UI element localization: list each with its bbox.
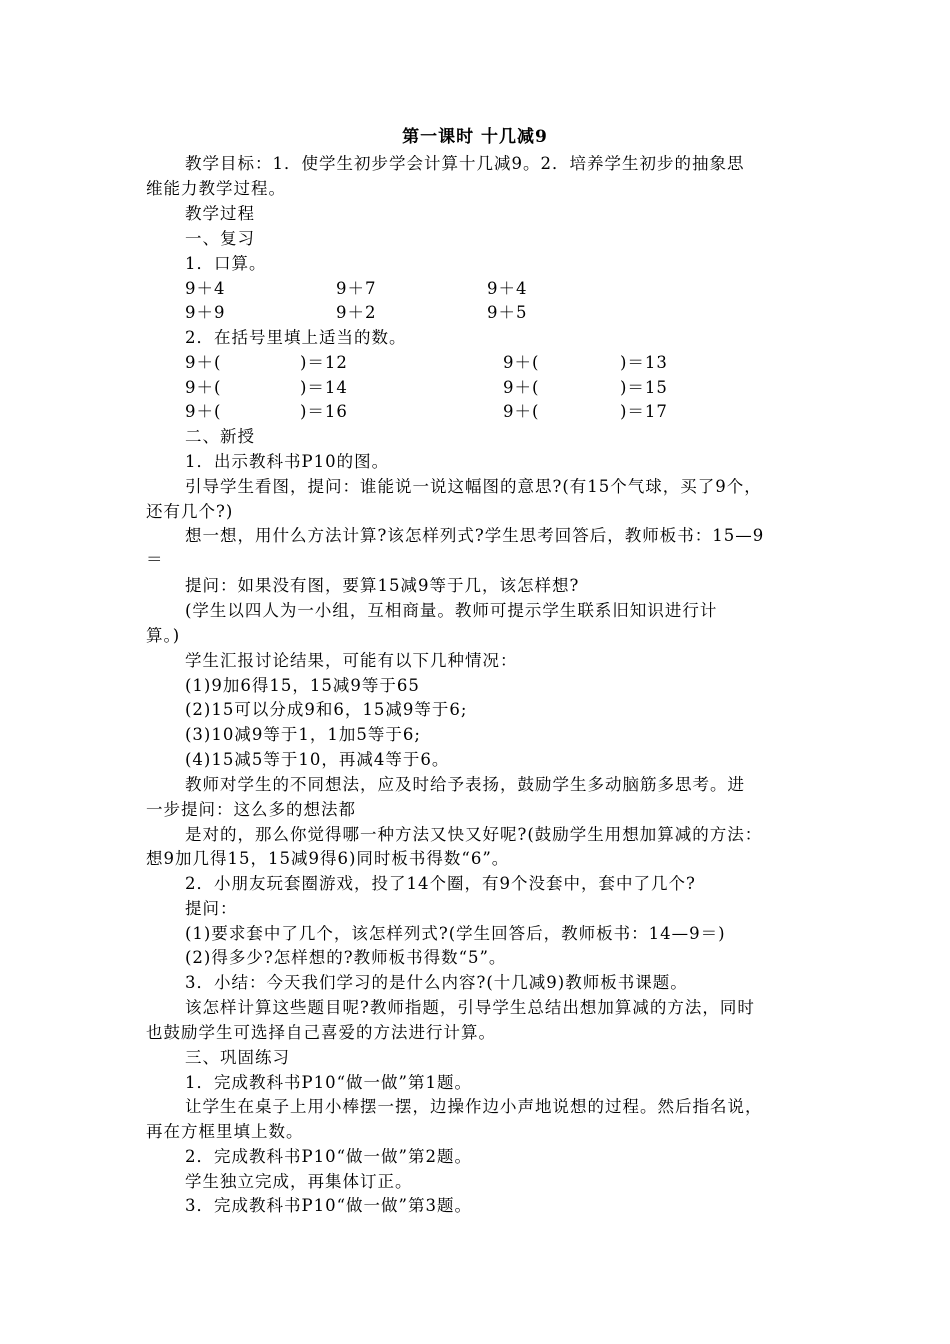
paragraph-line: 教师对学生的不同想法，应及时给予表扬，鼓励学生多动脑筋多思考。进 (185, 775, 745, 794)
oral-calc-item: 9＋2 (336, 303, 377, 322)
paragraph-line: 想一想，用什么方法计算?该怎样列式?学生思考回答后，教师板书：15—9 (185, 526, 765, 545)
paragraph-line: 还有几个?) (146, 502, 234, 521)
oral-calc-item: 9＋4 (185, 279, 226, 298)
fill-blank-post: )＝13 (620, 353, 668, 372)
paragraph-line: 提问：如果没有图，要算15减9等于几，该怎样想? (185, 576, 580, 595)
paragraph-line: 1．完成教科书P10“做一做”第1题。 (185, 1073, 472, 1092)
fill-blank-post: )＝17 (620, 402, 668, 421)
paragraph-line: 2．完成教科书P10“做一做”第2题。 (185, 1147, 472, 1166)
section-heading: 二、新授 (185, 427, 255, 446)
paragraph-line: 算。) (146, 626, 181, 645)
list-item: (4)15减5等于10，再减4等于6。 (185, 750, 450, 769)
section-heading: 教学过程 (185, 204, 255, 223)
paragraph-line: 3．小结：今天我们学习的是什么内容?(十几减9)教师板书课题。 (185, 973, 688, 992)
fill-blank-post: )＝15 (620, 378, 668, 397)
lesson-title: 第一课时 十几减9 (402, 127, 548, 147)
fill-blank-pre: 9＋( (185, 402, 222, 421)
list-item: (2)15可以分成9和6，15减9等于6; (185, 700, 468, 719)
paragraph-line: 再在方框里填上数。 (146, 1122, 304, 1141)
paragraph-line: (学生以四人为一小组，互相商量。教师可提示学生联系旧知识进行计 (185, 601, 718, 620)
fill-blank-post: )＝12 (300, 353, 348, 372)
oral-calc-item: 9＋7 (336, 279, 377, 298)
paragraph-line: 一步提问：这么多的想法都 (146, 800, 356, 819)
paragraph-line: 2．在括号里填上适当的数。 (185, 328, 407, 347)
paragraph-line: 学生独立完成，再集体订正。 (185, 1172, 413, 1191)
fill-blank-post: )＝16 (300, 402, 348, 421)
paragraph-line: 1．口算。 (185, 254, 267, 273)
fill-blank-pre: 9＋( (503, 353, 540, 372)
paragraph-line: 该怎样计算这些题目呢?教师指题，引导学生总结出想加算减的方法，同时 (185, 998, 755, 1017)
paragraph-line: 学生汇报讨论结果，可能有以下几种情况： (185, 651, 518, 670)
paragraph-line: 维能力教学过程。 (146, 179, 286, 198)
fill-blank-pre: 9＋( (503, 378, 540, 397)
paragraph-line: 想9加几得15，15减9得6)同时板书得数“6”。 (146, 849, 510, 868)
paragraph-line: ＝ (146, 550, 164, 569)
paragraph-line: 2．小朋友玩套圈游戏，投了14个圈，有9个没套中，套中了几个? (185, 874, 696, 893)
fill-blank-pre: 9＋( (503, 402, 540, 421)
paragraph-line: 让学生在桌子上用小棒摆一摆，边操作边小声地说想的过程。然后指名说， (185, 1097, 763, 1116)
paragraph-line: 也鼓励学生可选择自己喜爱的方法进行计算。 (146, 1023, 496, 1042)
list-item: (1)要求套中了几个，该怎样列式?(学生回答后，教师板书：14—9＝) (185, 924, 726, 943)
paragraph-line: 教学目标：1．使学生初步学会计算十几减9。2．培养学生初步的抽象思 (185, 154, 745, 173)
paragraph-line: 提问： (185, 899, 238, 918)
fill-blank-pre: 9＋( (185, 378, 222, 397)
paragraph-line: 1．出示教科书P10的图。 (185, 452, 390, 471)
fill-blank-post: )＝14 (300, 378, 348, 397)
list-item: (3)10减9等于1，1加5等于6; (185, 725, 421, 744)
section-heading: 一、复习 (185, 229, 255, 248)
paragraph-line: 引导学生看图，提问：谁能说一说这幅图的意思?(有15个气球，买了9个， (185, 477, 762, 496)
oral-calc-item: 9＋9 (185, 303, 226, 322)
fill-blank-pre: 9＋( (185, 353, 222, 372)
paragraph-line: 是对的，那么你觉得哪一种方法又快又好呢?(鼓励学生用想加算减的方法： (185, 825, 763, 844)
list-item: (2)得多少?怎样想的?教师板书得数“5”。 (185, 948, 507, 967)
oral-calc-item: 9＋5 (487, 303, 528, 322)
section-heading: 三、巩固练习 (185, 1048, 290, 1067)
list-item: (1)9加6得15，15减9等于65 (185, 676, 420, 695)
paragraph-line: 3．完成教科书P10“做一做”第3题。 (185, 1196, 472, 1215)
oral-calc-item: 9＋4 (487, 279, 528, 298)
